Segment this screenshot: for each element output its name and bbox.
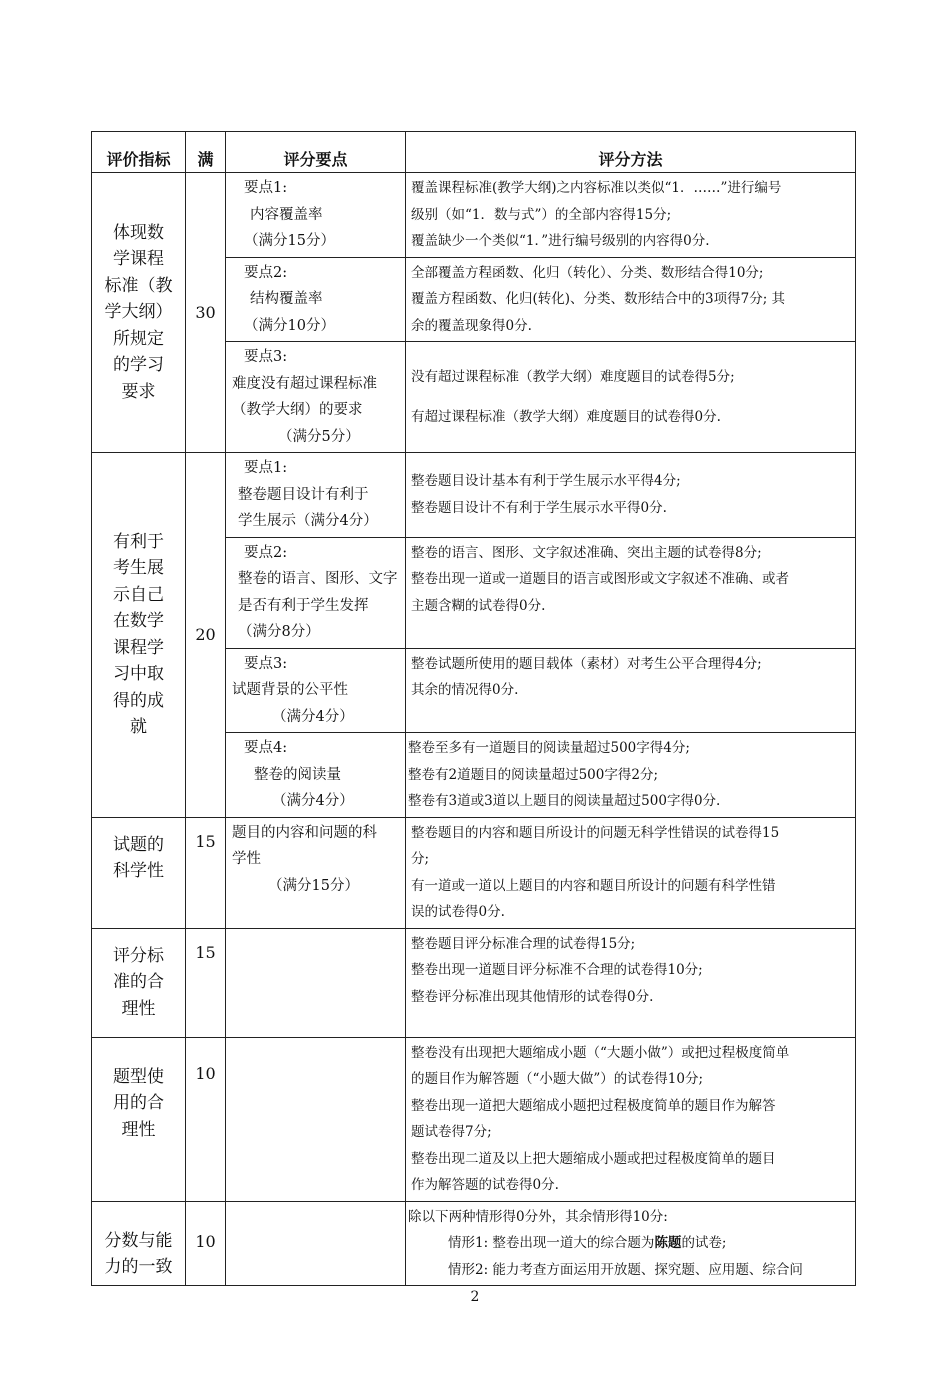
scoring-method: 整卷题目评分标准合理的试卷得15分; 整卷出现一道题目评分标准不合理的试卷得10分; 整卷评分标准出现其他情形的试卷得0分. [406, 928, 856, 1037]
scoring-point: 要点3: 试题背景的公平性 （满分4分） [226, 648, 406, 733]
full-score-cell: 10 [186, 1037, 226, 1201]
scoring-method: 整卷的语言、图形、文字叙述准确、突出主题的试卷得8分; 整卷出现一道或一道题目的语言或图形或文字叙述不准确、或者 主题含糊的试卷得0分. [406, 537, 856, 648]
indicator-cell: 有利于 考生展 示自己 在数学 课程学 习中取 得的成 就 [92, 453, 186, 818]
scoring-point: 要点1: 整卷题目设计有利于 学生展示（满分4分） [226, 453, 406, 538]
indicator-cell: 评分标 准的合 理性 [92, 928, 186, 1037]
scoring-method: 整卷没有出现把大题缩成小题（“大题小做”）或把过程极度简单 的题目作为解答题（“小题大做”）的试卷得10分; 整卷出现一道把大题缩成小题把过程极度简单的题目作为解答 题试卷得7分; 整卷出现二道及以上把大题缩成小题或把过程极度简单的题目 作为解答题的试卷得0分. [406, 1037, 856, 1201]
scoring-method: 全部覆盖方程函数、化归（转化）、分类、数形结合得10分; 覆盖方程函数、化归(转化)、分类、数形结合中的3项得7分; 其 余的覆盖现象得0分. [406, 257, 856, 342]
scoring-method: 整卷试题所使用的题目载体（素材）对考生公平合理得4分; 其余的情况得0分. [406, 648, 856, 733]
header-points: 评分要点 [226, 132, 406, 173]
scoring-method: 除以下两种情形得0分外，其余情形得10分: 情形1: 整卷出现一道大的综合题为陈题的试卷; 情形2: 能力考查方面运用开放题、探究题、应用题、综合问 [406, 1201, 856, 1286]
header-method: 评分方法 [406, 132, 856, 173]
scoring-point: 要点3: 难度没有超过课程标准 （教学大纲）的要求 （满分5分） [226, 342, 406, 453]
full-score-cell: 30 [186, 173, 226, 453]
scoring-point-empty [226, 1037, 406, 1201]
scoring-point-empty [226, 928, 406, 1037]
scoring-point-empty [226, 1201, 406, 1286]
scoring-method: 没有超过课程标准（教学大纲）难度题目的试卷得5分; 有超过课程标准（教学大纲）难度题目的试卷得0分. [406, 342, 856, 453]
scoring-point: 要点2: 结构覆盖率 （满分10分） [226, 257, 406, 342]
table-row [92, 453, 856, 538]
emphasis-text: 陈题 [654, 1235, 682, 1251]
indicator-cell: 试题的 科学性 [92, 817, 186, 928]
table-row [92, 928, 856, 1037]
scoring-method: 覆盖课程标准(教学大纲)之内容标准以类似“1．……”进行编号 级别（如“1．数与式”）的全部内容得15分; 覆盖缺少一个类似“1．”进行编号级别的内容得0分. [406, 173, 856, 258]
table-row [92, 1201, 856, 1286]
evaluation-table [91, 131, 856, 1286]
scoring-method: 整卷至多有一道题目的阅读量超过500字得4分; 整卷有2道题目的阅读量超过500字得2分; 整卷有3道或3道以上题目的阅读量超过500字得0分. [406, 733, 856, 818]
page-number: 2 [470, 1289, 480, 1305]
table-header-row [92, 132, 856, 173]
header-indicator: 评价指标 [92, 132, 186, 173]
scoring-method: 整卷题目的内容和题目所设计的问题无科学性错误的试卷得15 分; 有一道或一道以上题目的内容和题目所设计的问题有科学性错 误的试卷得0分. [406, 817, 856, 928]
scoring-point: 要点2: 整卷的语言、图形、文字 是否有利于学生发挥 （满分8分） [226, 537, 406, 648]
header-full: 满 [186, 132, 226, 173]
table-row [92, 817, 856, 928]
scoring-method: 整卷题目设计基本有利于学生展示水平得4分; 整卷题目设计不有利于学生展示水平得0分. [406, 453, 856, 538]
table-row [92, 173, 856, 258]
scoring-point: 题目的内容和问题的科 学性 （满分15分） [226, 817, 406, 928]
table-row [92, 1037, 856, 1201]
indicator-cell: 题型使 用的合 理性 [92, 1037, 186, 1201]
indicator-cell: 体现数 学课程 标准（教 学大纲） 所规定 的学习 要求 [92, 173, 186, 453]
full-score-cell: 20 [186, 453, 226, 818]
scoring-point: 要点4: 整卷的阅读量 （满分4分） [226, 733, 406, 818]
indicator-cell: 分数与能 力的一致 [92, 1201, 186, 1286]
full-score-cell: 15 [186, 817, 226, 928]
full-score-cell: 10 [186, 1201, 226, 1286]
full-score-cell: 15 [186, 928, 226, 1037]
scoring-point: 要点1: 内容覆盖率 （满分15分） [226, 173, 406, 258]
